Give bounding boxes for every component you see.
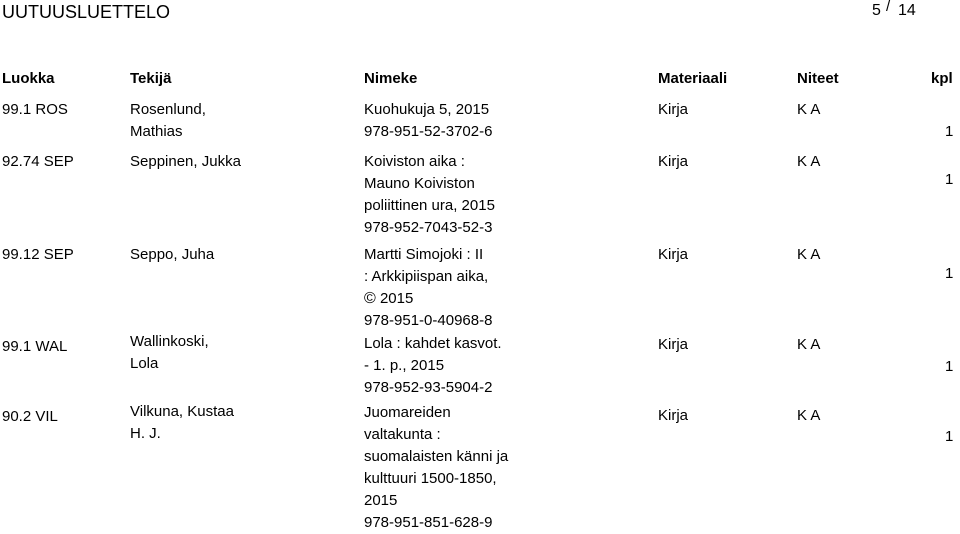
row-1-tekija-line: Mathias	[130, 123, 183, 140]
row-1-tekija	[130, 99, 206, 143]
row-3-luokka: 99.12 SEP	[2, 246, 74, 263]
row-2-nimeke-line: 978-952-7043-52-3	[364, 219, 493, 236]
row-4-nimeke	[364, 333, 502, 399]
row-5-tekija-line: H. J.	[130, 425, 161, 442]
row-4-nimeke-line: 978-952-93-5904-2	[364, 379, 493, 396]
row-3-nimeke-line: Martti Simojoki : II	[364, 246, 484, 263]
row-2-nimeke-line: poliittinen ura, 2015	[364, 197, 495, 214]
row-2-tekija-line: Seppinen, Jukka	[130, 153, 241, 170]
page-number-separator: /	[886, 0, 891, 15]
row-4-kpl: 1	[945, 358, 954, 375]
row-5-luokka: 90.2 VIL	[2, 408, 58, 425]
row-2-tekija	[130, 151, 241, 173]
row-4-tekija	[130, 331, 209, 375]
row-4-tekija-line: Wallinkoski,	[130, 333, 209, 350]
row-5-tekija	[130, 401, 234, 445]
row-4-niteet: K A	[797, 336, 821, 353]
row-5-nimeke-line: 978-951-851-628-9	[364, 514, 493, 531]
page-number-current: 5	[872, 2, 881, 19]
copyright-icon: ©	[364, 290, 376, 307]
row-1-tekija-line: Rosenlund,	[130, 101, 206, 118]
row-3-niteet: K A	[797, 246, 821, 263]
row-5-nimeke-line: suomalaisten känni ja	[364, 448, 509, 465]
row-5-nimeke-line: 2015	[364, 492, 398, 509]
column-header-nimeke: Nimeke	[364, 70, 418, 87]
row-2-nimeke	[364, 151, 495, 239]
row-3-tekija	[130, 244, 214, 266]
row-4-luokka: 99.1 WAL	[2, 338, 68, 355]
row-1-nimeke-line: Kuohukuja 5, 2015	[364, 101, 490, 118]
row-1-niteet: K A	[797, 101, 821, 118]
row-2-materiaali: Kirja	[658, 153, 689, 170]
page-title: UUTUUSLUETTELO	[2, 2, 171, 22]
page-number-total: 14	[898, 2, 916, 19]
row-4-nimeke-line: - 1. p., 2015	[364, 357, 445, 374]
row-3-tekija-line: Seppo, Juha	[130, 246, 215, 263]
row-5-nimeke-line: kulttuuri 1500-1850,	[364, 470, 497, 487]
row-1-kpl: 1	[945, 123, 954, 140]
row-1-nimeke-line: 978-951-52-3702-6	[364, 123, 493, 140]
row-5-nimeke	[364, 402, 508, 534]
row-3-nimeke-year: 2015	[379, 290, 414, 307]
row-4-materiaali: Kirja	[658, 336, 689, 353]
row-4-tekija-line: Lola	[130, 355, 159, 372]
row-5-niteet: K A	[797, 407, 821, 424]
row-2-luokka: 92.74 SEP	[2, 153, 74, 170]
row-5-tekija-line: Vilkuna, Kustaa	[130, 403, 234, 420]
row-3-kpl: 1	[945, 265, 954, 282]
row-3-nimeke	[364, 244, 492, 332]
row-5-kpl: 1	[945, 428, 954, 445]
row-1-luokka: 99.1 ROS	[2, 101, 68, 118]
column-header-materiaali: Materiaali	[658, 70, 728, 87]
row-1-materiaali: Kirja	[658, 101, 689, 118]
row-5-materiaali: Kirja	[658, 407, 689, 424]
column-header-tekija: Tekijä	[130, 70, 172, 87]
row-4-nimeke-line: Lola : kahdet kasvot.	[364, 335, 502, 352]
row-3-nimeke-line: : Arkkipiispan aika,	[364, 268, 489, 285]
row-5-nimeke-line: Juomareiden	[364, 404, 451, 421]
row-3-nimeke-year-line	[364, 288, 492, 310]
row-1-nimeke	[364, 99, 492, 143]
row-3-nimeke-line: 978-951-0-40968-8	[364, 312, 493, 329]
row-5-nimeke-line: valtakunta :	[364, 426, 441, 443]
row-2-nimeke-line: Koiviston aika :	[364, 153, 465, 170]
column-header-kpl: kpl	[931, 70, 953, 87]
column-header-luokka: Luokka	[2, 70, 55, 87]
row-2-nimeke-line: Mauno Koiviston	[364, 175, 475, 192]
row-2-kpl: 1	[945, 171, 954, 188]
row-2-niteet: K A	[797, 153, 821, 170]
column-header-niteet: Niteet	[797, 70, 839, 87]
row-3-materiaali: Kirja	[658, 246, 689, 263]
